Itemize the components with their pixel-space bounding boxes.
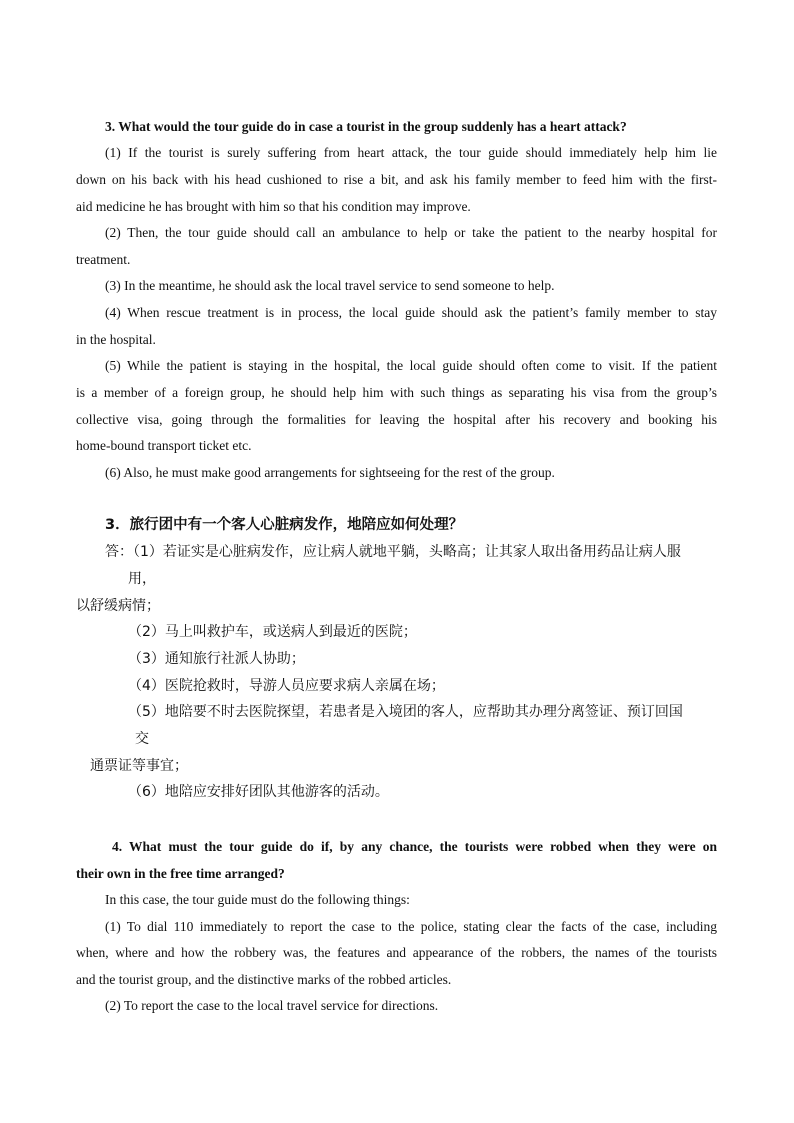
- paragraph-line: when, where and how the robbery was, the features and appearance of the robbers, the names of the tourists: [76, 945, 717, 960]
- paragraph-line: (6) Also, he must make good arrangements for sightseeing for the rest of the group.: [105, 465, 555, 480]
- paragraph-line: (4) When rescue treatment is in process, the local guide should ask the patient’s family member to stay: [105, 305, 717, 320]
- answer-line: 答：（1）若证实是心脏病发作，应让病人就地平躺，头略高；让其家人取出备用药品让病人服: [105, 544, 681, 560]
- answer-line: 用，: [128, 571, 156, 587]
- paragraph-line: (1) To dial 110 immediately to report the case to the police, stating clear the facts of the case, including: [105, 919, 717, 934]
- paragraph-line: down on his back with his head cushioned to rise a bit, and ask his family member to feed him with the first-: [76, 172, 717, 187]
- answer-line: （4）医院抢救时，导游人员应要求病人亲属在场；: [128, 678, 445, 694]
- answer-line: （6）地陪应安排好团队其他游客的活动。: [128, 784, 389, 800]
- paragraph-line: is a member of a foreign group, he should help him with such things as separating his visa from the group’s: [76, 385, 717, 400]
- paragraph-line: in the hospital.: [76, 332, 156, 347]
- paragraph-line: treatment.: [76, 252, 131, 267]
- paragraph-line: aid medicine he has brought with him so that his condition may improve.: [76, 199, 471, 214]
- paragraph-line: (2) To report the case to the local travel service for directions.: [105, 998, 439, 1013]
- answer-line: （5）地陪要不时去医院探望，若患者是入境团的客人，应帮助其办理分离签证、预订回国: [128, 704, 683, 720]
- paragraph-line: home-bound transport ticket etc.: [76, 438, 252, 453]
- answer-line: 交: [135, 731, 149, 747]
- answer-line: （3）通知旅行社派人协助；: [128, 651, 305, 667]
- question-3-en-heading: 3. What would the tour guide do in case a tourist in the group suddenly has a heart attack?: [105, 119, 627, 134]
- paragraph-line: (1) If the tourist is surely suffering from heart attack, the tour guide should immediately help him lie: [105, 145, 717, 160]
- answer-line: 通票证等事宜；: [90, 758, 188, 774]
- question-3-cn-heading: 3．旅行团中有一个客人心脏病发作，地陪应如何处理？: [105, 517, 464, 533]
- paragraph-line: and the tourist group, and the distinctive marks of the robbed articles.: [76, 972, 452, 987]
- paragraph-line: (2) Then, the tour guide should call an ambulance to help or take the patient to the nearby hospital for: [105, 225, 717, 240]
- answer-line: （2）马上叫救护车，或送病人到最近的医院；: [128, 624, 417, 640]
- answer-line: 以舒缓病情；: [76, 598, 160, 614]
- paragraph-line: In this case, the tour guide must do the following things:: [105, 892, 410, 907]
- paragraph-line: (5) While the patient is staying in the hospital, the local guide should often come to visit. If the patient: [105, 358, 717, 373]
- paragraph-line: (3) In the meantime, he should ask the local travel service to send someone to help.: [105, 278, 555, 293]
- question-4-en-heading: 4. What must the tour guide do if, by any chance, the tourists were robbed when they were on: [112, 839, 717, 854]
- paragraph-line: collective visa, going through the formalities for leaving the hospital after his recovery and booking his: [76, 412, 717, 427]
- question-4-en-heading-cont: their own in the free time arranged?: [76, 866, 285, 881]
